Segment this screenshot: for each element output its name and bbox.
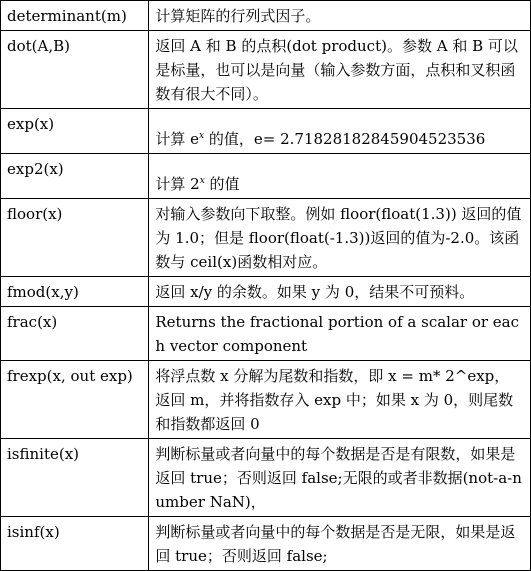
function-description: 将浮点数 x 分解为尾数和指数，即 x = m* 2^exp，返回 m，并将指数存入 exp 中；如果 x 为 0，则尾数和指数都返回 0 (149, 361, 531, 439)
function-description: 计算矩阵的行列式因子。 (149, 1, 531, 31)
table-row (1, 109, 531, 154)
superscript-exponent: x (199, 131, 205, 141)
function-description (149, 154, 531, 199)
function-name: isinf(x) (1, 517, 149, 571)
function-name: exp2(x) (1, 154, 149, 199)
table-row (1, 361, 531, 439)
function-description: 判断标量或者向量中的每个数据是否是无限，如果是返回 true；否则返回 false; (149, 517, 531, 571)
table-row (1, 154, 531, 199)
superscript-exponent: x (199, 176, 205, 186)
function-description: Returns the fractional portion of a scalar or each vector component (149, 307, 531, 361)
description-text: 的值 (204, 175, 240, 193)
function-description: 判断标量或者向量中的每个数据是否是有限数，如果是返回 true；否则返回 false;无限的或者非数据(not-a-number NaN)， (149, 439, 531, 517)
table-row (1, 439, 531, 517)
table-row (1, 517, 531, 571)
function-description: 返回 A 和 B 的点积(dot product)。参数 A 和 B 可以是标量，也可以是向量（输入参数方面，点积和叉积函数有很大不同）。 (149, 31, 531, 109)
function-name: dot(A,B) (1, 31, 149, 109)
function-name: frac(x) (1, 307, 149, 361)
table-row (1, 31, 531, 109)
table-row (1, 277, 531, 307)
function-name: frexp(x, out exp) (1, 361, 149, 439)
function-name: floor(x) (1, 199, 149, 277)
function-name: fmod(x,y) (1, 277, 149, 307)
description-text: 的值，e= 2.71828182845904523536 (204, 130, 486, 148)
function-name: isfinite(x) (1, 439, 149, 517)
function-name: exp(x) (1, 109, 149, 154)
function-description (149, 109, 531, 154)
table-row (1, 1, 531, 31)
table-row (1, 307, 531, 361)
description-text: 计算 2 (155, 175, 200, 193)
function-description: 返回 x/y 的余数。如果 y 为 0，结果不可预料。 (149, 277, 531, 307)
table-row (1, 199, 531, 277)
function-description: 对输入参数向下取整。例如 floor(float(1.3)) 返回的值为 1.0；但是 floor(float(-1.3))返回的值为-2.0。该函数与 ceil(x)函数相对应。 (149, 199, 531, 277)
function-name: determinant(m) (1, 1, 149, 31)
description-text: 计算 e (155, 130, 200, 148)
